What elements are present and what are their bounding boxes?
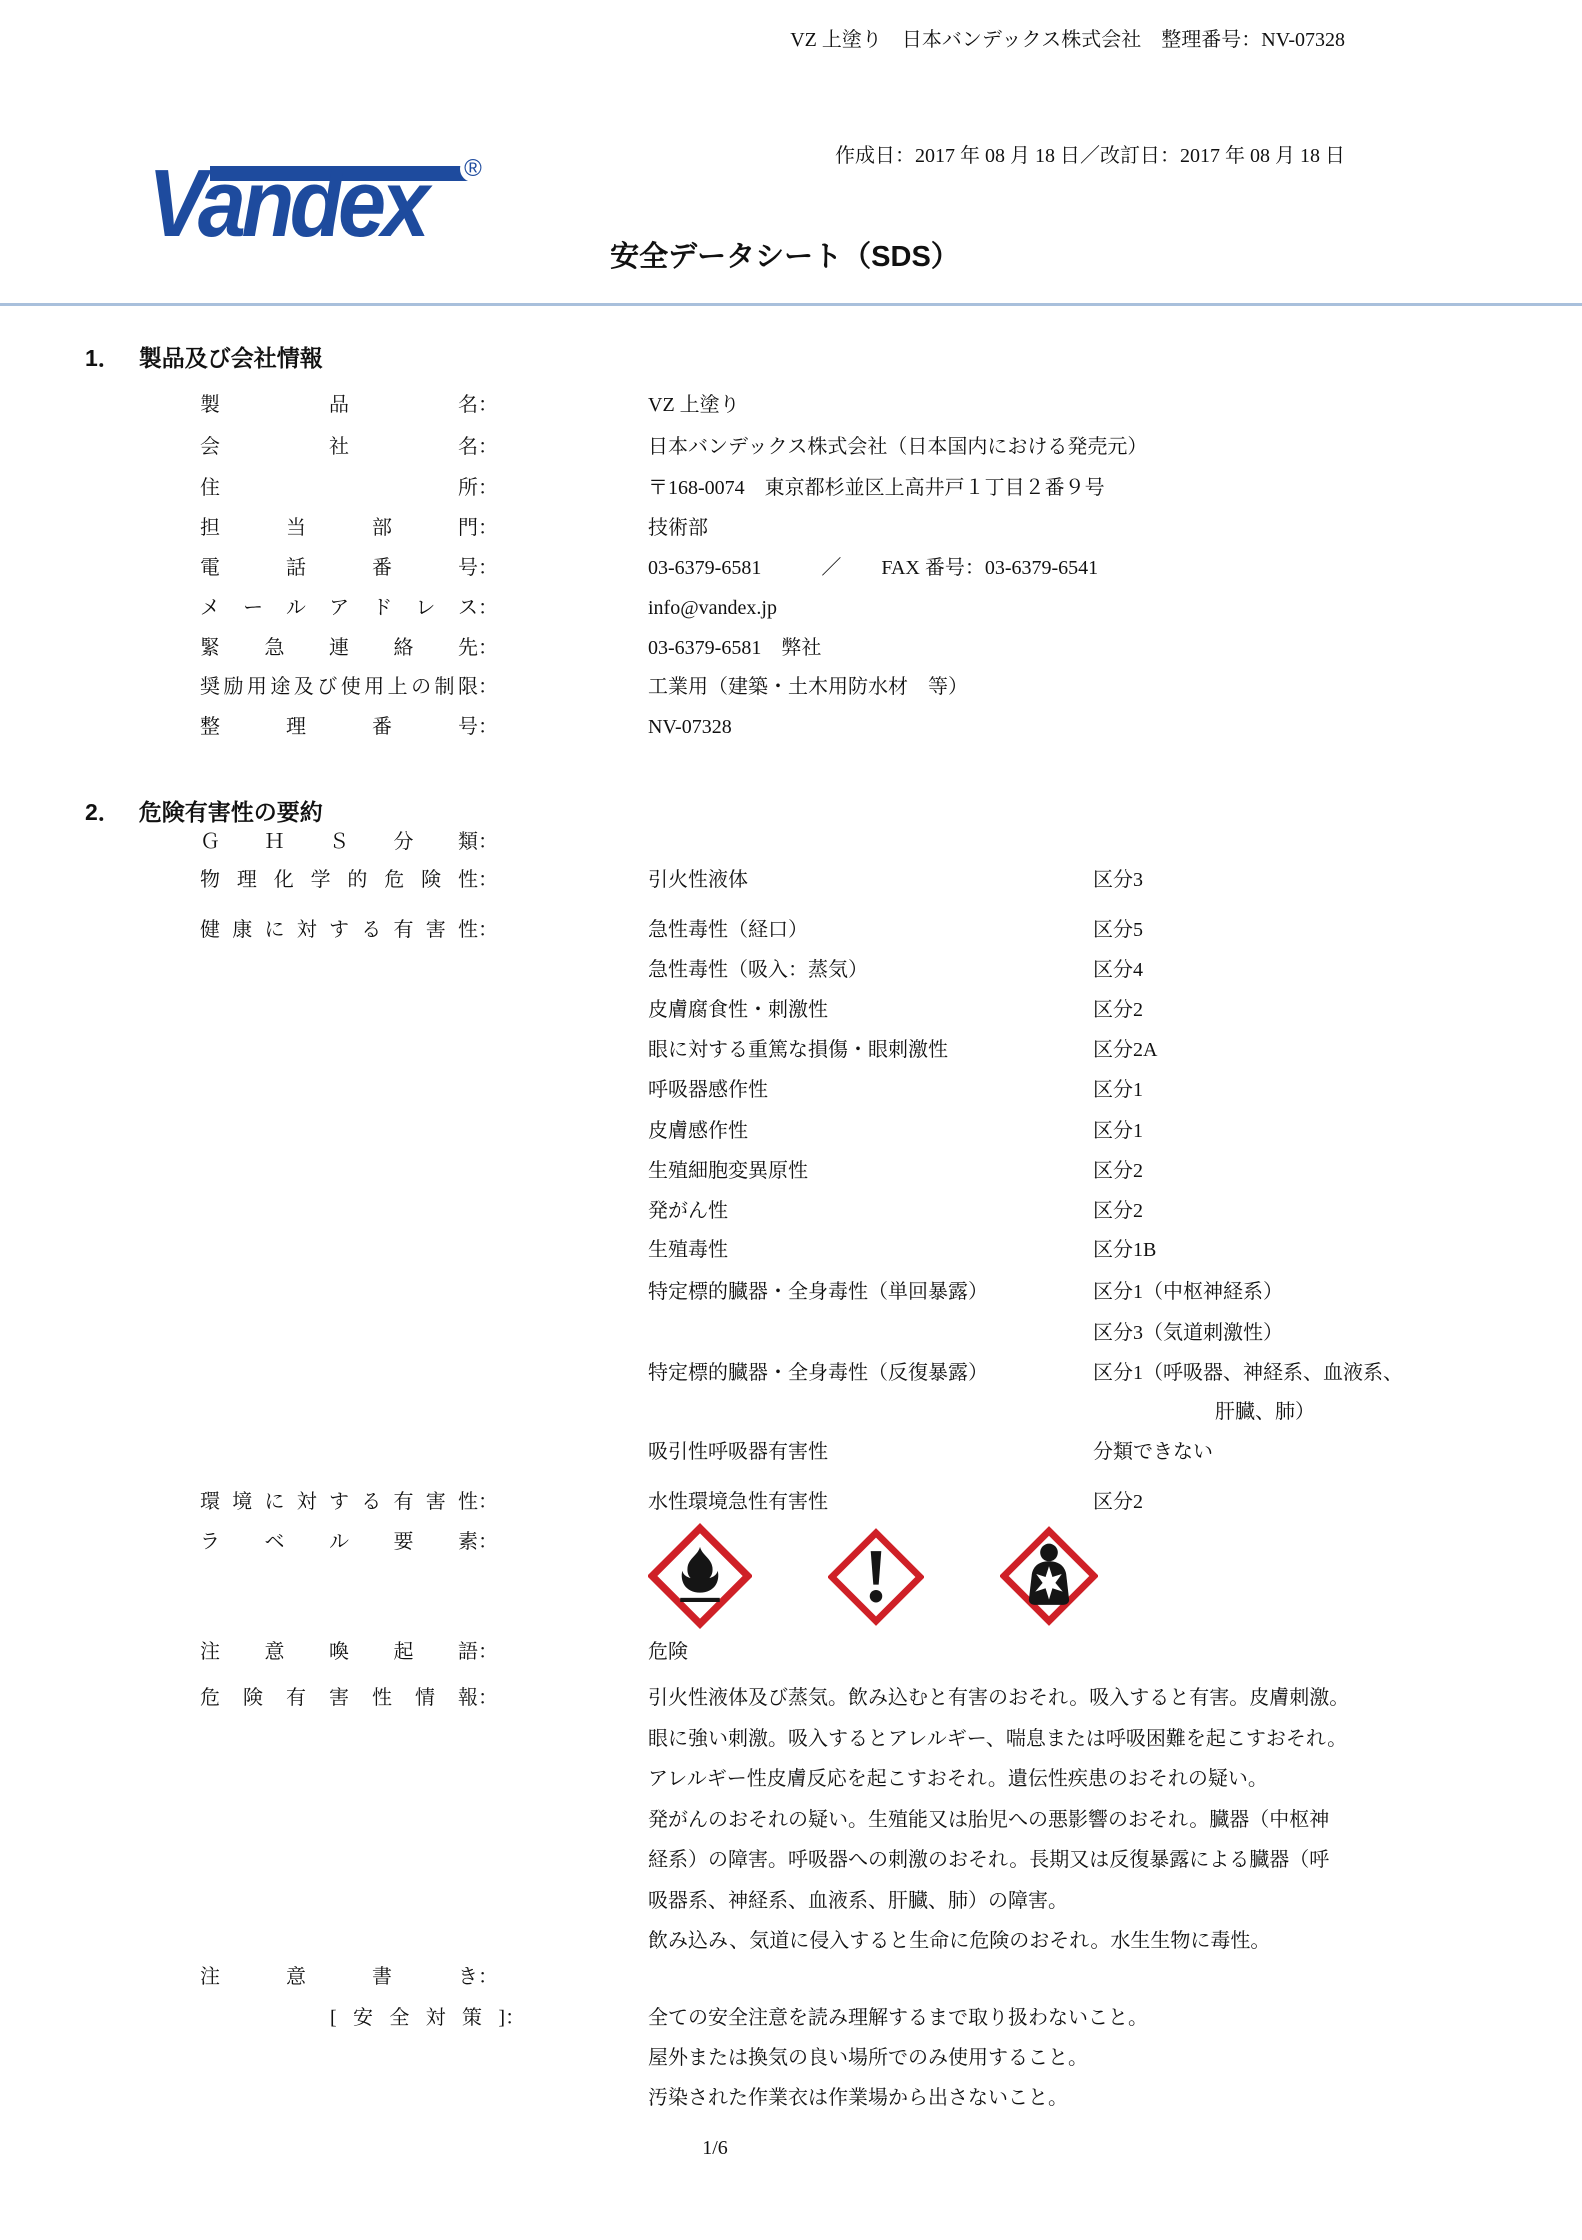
classification-row: [0, 990, 1582, 1030]
hazard-class: 皮膚感作性: [648, 1120, 748, 1142]
hazard-class: 特定標的臓器・全身毒性（反復暴露）: [648, 1362, 988, 1384]
hazard-class: 生殖毒性: [648, 1239, 728, 1261]
emergency-contact-row: [0, 628, 1582, 668]
hazard-class: 吸引性呼吸器有害性: [648, 1441, 828, 1463]
classification-row: [0, 1313, 1582, 1353]
phone-row: [0, 548, 1582, 588]
precaution-line: 汚染された作業衣は作業場から出さないこと。: [648, 2087, 1068, 2109]
hazard-class: 急性毒性（吸入：蒸気）: [648, 959, 868, 981]
hazard-statement-line: 吸器系、神経系、血液系、肝臓、肺）の障害。: [648, 1889, 1068, 1912]
hazard-class: 発がん性: [648, 1200, 728, 1222]
hazard-category: 区分3（気道刺激性）: [1093, 1322, 1283, 1344]
hazard-category: 分類できない: [1093, 1441, 1213, 1463]
classification-row: [0, 1030, 1582, 1070]
field-label: 会社名: [200, 436, 478, 458]
hazard-category-continued: 肝臓、肺）: [1215, 1401, 1315, 1423]
hazard-category: 区分2: [1093, 1491, 1143, 1513]
field-label: メールアドレス: [200, 597, 478, 619]
colon: ：: [478, 716, 498, 738]
hazard-statement-line: 飲み込み、気道に侵入すると生命に危険のおそれ。水生生物に毒性。: [648, 1930, 1271, 1952]
field-label: 物理化学的危険性: [200, 869, 478, 891]
document-header: VZ 上塗り 日本バンデックス株式会社 整理番号：NV-07328: [790, 29, 1345, 51]
hazard-category: 区分1: [1093, 1079, 1143, 1101]
field-label: 整理番号: [200, 716, 478, 738]
precaution-label-row: [0, 1957, 1582, 1997]
field-label: 電話番号: [200, 557, 478, 579]
company-name-row: [0, 427, 1582, 467]
reference-number-row: [0, 707, 1582, 747]
document-title: 安全データシート（SDS）: [610, 241, 960, 273]
colon: ：: [478, 869, 498, 891]
field-value: 工業用（建築・土木用防水材 等）: [648, 676, 968, 698]
colon: ：: [478, 637, 498, 659]
section-number: 1．: [85, 345, 121, 371]
hazard-category: 区分3: [1093, 869, 1143, 891]
hazard-statement-line: 発がんのおそれの疑い。生殖能又は胎児への悪影響のおそれ。臓器（中枢神: [648, 1808, 1330, 1831]
hazard-class: 生殖細胞変異原性: [648, 1160, 808, 1182]
label-elements-row: [0, 1522, 1582, 1562]
product-name-row: [0, 385, 1582, 425]
hazard-class: 急性毒性（経口）: [648, 919, 808, 941]
colon: ：: [478, 394, 498, 416]
hazard-statement-line: 引火性液体及び蒸気。飲み込むと有害のおそれ。吸入すると有害。皮膚刺激。: [648, 1687, 1350, 1709]
precaution-statements: [648, 1998, 1148, 2118]
field-value: 〒168-0074 東京都杉並区上高井戸１丁目２番９号: [648, 477, 1105, 499]
classification-row: [0, 1151, 1582, 1191]
hazard-category: 区分1（呼吸器、神経系、血液系、: [1093, 1362, 1403, 1384]
colon: ：: [478, 557, 498, 579]
colon: ：: [478, 1491, 498, 1513]
hazard-category: 区分1（中枢神経系）: [1093, 1281, 1283, 1303]
classification-row: [0, 1230, 1582, 1270]
section-title: 製品及び会社情報: [138, 345, 323, 371]
hazard-statement-line: 経系）の障害。呼吸器への刺激のおそれ。長期又は反復暴露による臓器（呼: [648, 1849, 1330, 1871]
classification-row: [0, 1353, 1582, 1393]
colon: ：: [478, 436, 498, 458]
hazard-class: 皮膚腐食性・刺激性: [648, 999, 828, 1021]
field-value: NV-07328: [648, 716, 732, 738]
field-value: VZ 上塗り: [648, 394, 740, 416]
field-label: ＧＨＳ分類: [200, 831, 478, 853]
exclamation-icon: [828, 1527, 924, 1627]
field-label: 環境に対する有害性: [200, 1491, 478, 1513]
hazard-statement-line: アレルギー性皮膚反応を起こすおそれ。遺伝性疾患のおそれの疑い。: [648, 1768, 1268, 1790]
hazard-class: 呼吸器感作性: [648, 1079, 768, 1101]
signal-word-row: [0, 1632, 1582, 1672]
classification-row: [0, 1111, 1582, 1151]
section-title: 危険有害性の要約: [138, 799, 323, 825]
department-row: [0, 508, 1582, 548]
field-value: 技術部: [648, 517, 708, 539]
hazard-statement-line: 眼に強い刺激。吸入するとアレルギー、喘息または呼吸困難を起こすおそれ。: [648, 1727, 1348, 1750]
classification-row: [0, 860, 1582, 900]
address-row: [0, 468, 1582, 508]
hazard-category: 区分1: [1093, 1120, 1143, 1142]
registered-trademark-icon: ®: [460, 156, 486, 182]
field-label: 危険有害性情報: [200, 1687, 478, 1709]
classification-row: [0, 1272, 1582, 1312]
colon: ：: [478, 1531, 498, 1553]
classification-row: [0, 1432, 1582, 1472]
hazard-category: 区分2: [1093, 1160, 1143, 1182]
colon: ：: [478, 676, 498, 698]
recommended-use-row: [0, 667, 1582, 707]
section-1-heading: [85, 338, 323, 378]
classification-row: [0, 1482, 1582, 1522]
created-revised-date: 作成日：2017 年 08 月 18 日／改訂日：2017 年 08 月 18 日: [835, 145, 1345, 167]
hazard-category: 区分4: [1093, 959, 1143, 981]
classification-row: [0, 1392, 1582, 1432]
header-divider: [0, 303, 1582, 306]
classification-row: [0, 950, 1582, 990]
hazard-category: 区分1B: [1093, 1239, 1157, 1261]
precaution-line: 全ての安全注意を読み理解するまで取り扱わないこと。: [648, 2007, 1148, 2029]
colon: ：: [478, 831, 498, 853]
field-label: 注意喚起語: [200, 1641, 478, 1663]
ghs-health-hazard-pictogram: [1000, 1525, 1098, 1627]
field-label: 奨励用途及び使用上の制限: [200, 676, 478, 698]
ghs-classification-row: [0, 822, 1582, 862]
hazard-statements: [648, 1678, 1349, 1962]
signal-word: 危険: [648, 1641, 688, 1663]
classification-row: [0, 1191, 1582, 1231]
hazard-class: 特定標的臓器・全身毒性（単回暴露）: [648, 1281, 988, 1303]
field-label: 担当部門: [200, 517, 478, 539]
field-label: 住所: [200, 477, 478, 499]
hazard-category: 区分2: [1093, 999, 1143, 1021]
ghs-flame-pictogram: [648, 1522, 752, 1630]
colon: ：: [478, 919, 498, 941]
field-label: 緊急連絡先: [200, 637, 478, 659]
colon: ：: [478, 1966, 498, 1988]
page-number: 1/6: [702, 2137, 728, 2159]
hazard-category: 区分2: [1093, 1200, 1143, 1222]
hazard-class: 引火性液体: [648, 869, 748, 891]
colon: ：: [478, 517, 498, 539]
ghs-exclamation-pictogram: [828, 1527, 924, 1627]
section-number: 2．: [85, 799, 121, 825]
field-value: 日本バンデックス株式会社（日本国内における発売元）: [648, 436, 1148, 458]
email-row: [0, 588, 1582, 628]
field-label: 注意書き: [200, 1966, 478, 1988]
colon: ：: [505, 2007, 525, 2029]
classification-row: [0, 1070, 1582, 1110]
colon: ：: [478, 477, 498, 499]
classification-row: [0, 910, 1582, 950]
safety-measures-label: [安全対策]: [330, 2007, 505, 2029]
field-value: info@vandex.jp: [648, 597, 777, 619]
field-label: ラベル要素: [200, 1531, 478, 1553]
hazard-class: 水性環境急性有害性: [648, 1491, 828, 1513]
hazard-category: 区分2A: [1093, 1039, 1158, 1061]
hazard-class: 眼に対する重篤な損傷・眼刺激性: [648, 1039, 948, 1061]
field-value: 03-6379-6581 ／ FAX 番号：03-6379-6541: [648, 557, 1099, 579]
field-label: 製品名: [200, 394, 478, 416]
precaution-line: 屋外または換気の良い場所でのみ使用すること。: [648, 2047, 1088, 2069]
colon: ：: [478, 1641, 498, 1663]
colon: ：: [478, 597, 498, 619]
colon: ：: [478, 1687, 498, 1709]
field-label: 健康に対する有害性: [200, 919, 478, 941]
logo-text: Vandex: [148, 150, 426, 257]
health-hazard-icon: [1000, 1525, 1098, 1627]
hazard-category: 区分5: [1093, 919, 1143, 941]
field-value: 03-6379-6581 弊社: [648, 637, 822, 659]
flame-icon: [648, 1522, 752, 1630]
